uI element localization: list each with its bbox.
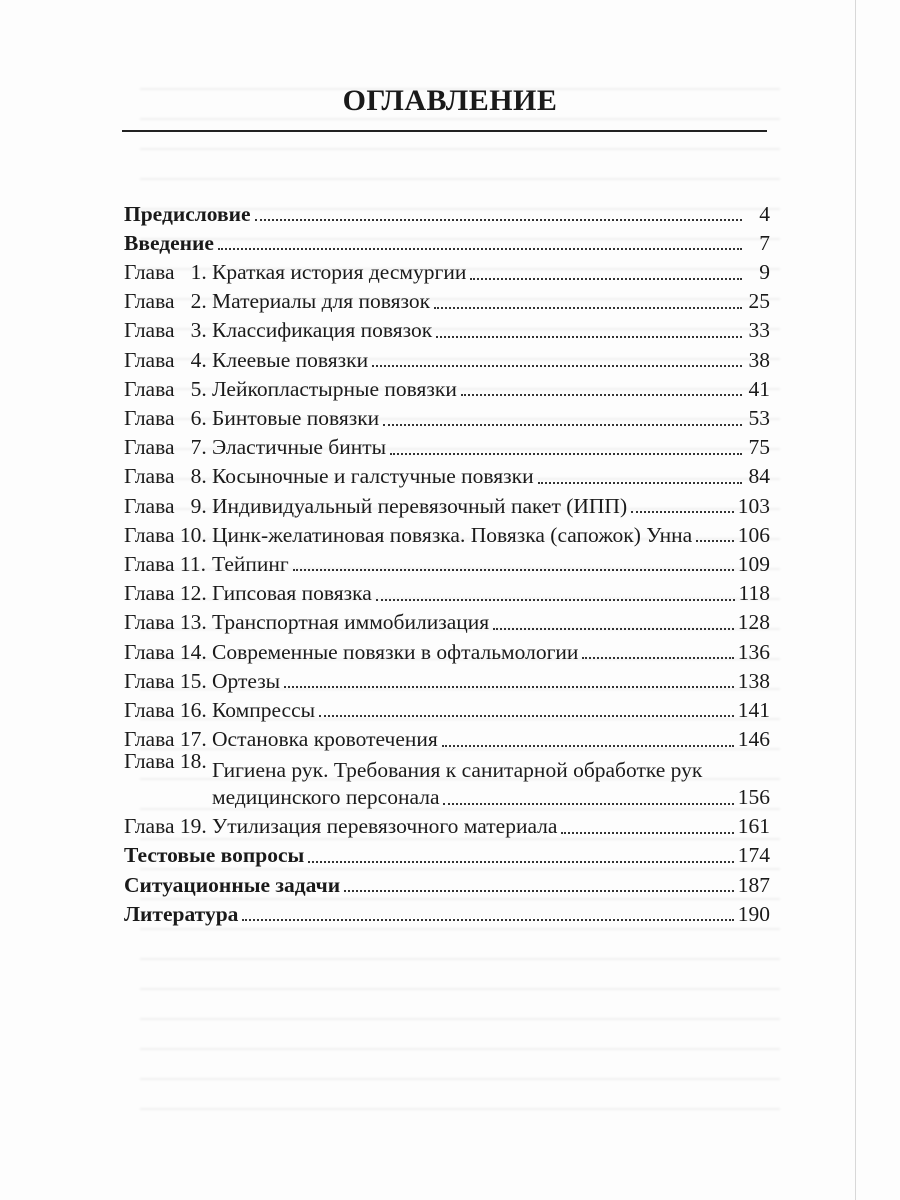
- toc-entry: [124, 430, 770, 459]
- toc-entry-title: Классификация повязок: [212, 318, 433, 343]
- toc-entry-title: Литература: [124, 901, 239, 926]
- dot-leader: [561, 831, 733, 834]
- dot-leader: [293, 568, 734, 571]
- dot-leader: [538, 481, 742, 484]
- toc-entry: [124, 517, 770, 546]
- toc-entry-chapter-label: Глава 12.: [124, 581, 207, 606]
- toc-entry-title-line2: медицинского персонала: [212, 785, 440, 810]
- dot-leader: [242, 918, 733, 921]
- toc-entry: [124, 546, 770, 575]
- dot-leader: [255, 218, 742, 221]
- dot-leader: [372, 364, 742, 367]
- toc-entry: [124, 196, 770, 225]
- toc-entry-chapter-label: Глава 9.: [124, 493, 207, 518]
- toc-entry-page-number: 53: [748, 406, 770, 430]
- dot-leader: [582, 656, 733, 659]
- toc-entry-page-number: 138: [737, 668, 770, 693]
- toc-entry: [124, 748, 770, 810]
- toc-entry-page-number: 7: [759, 230, 770, 255]
- title-underline-divider: [122, 130, 767, 132]
- toc-entry: [124, 634, 770, 663]
- toc-entry-page-number: 4: [759, 201, 770, 226]
- toc-entry-title: Индивидуальный перевязочный пакет (ИПП): [212, 493, 628, 518]
- toc-entry-title: Утилизация перевязочного материала: [212, 814, 558, 839]
- toc-entry-title: Материалы для повязок: [212, 289, 431, 314]
- toc-entry-title: Цинк-желатиновая повязка. Повязка (сапожок) Унна: [212, 522, 693, 547]
- toc-entry-title: Ситуационные задачи: [124, 872, 341, 897]
- toc-entry-title: Введение: [124, 230, 214, 255]
- toc-entry: [124, 459, 770, 488]
- dot-leader: [383, 423, 742, 426]
- toc-entry-page-number: 33: [748, 318, 770, 343]
- toc-entry-page-number: 75: [748, 435, 770, 460]
- dot-leader: [442, 744, 734, 747]
- toc-entry-page-number: 190: [737, 901, 770, 926]
- toc-entry-page-number: 128: [737, 610, 770, 635]
- toc-entry-chapter-label: Глава 19.: [124, 814, 207, 839]
- toc-entry-page-number: 187: [737, 872, 770, 897]
- toc-entry-chapter-label: Глава 1.: [124, 260, 207, 285]
- toc-entry: [124, 605, 770, 634]
- dot-leader: [470, 277, 742, 280]
- toc-entry-page-number: 84: [748, 464, 770, 489]
- dot-leader: [443, 802, 733, 805]
- toc-entry: [124, 313, 770, 342]
- toc-entry-chapter-label: Глава 16.: [124, 697, 207, 722]
- toc-entry-chapter-label: Глава 3.: [124, 318, 207, 343]
- toc-entry-title: Компрессы: [212, 697, 316, 722]
- dot-leader: [376, 598, 735, 601]
- toc-entry: [124, 284, 770, 313]
- toc-entry-chapter-label: Глава 8.: [124, 464, 207, 489]
- toc-entry: [124, 896, 770, 925]
- toc-entry-title-line1: Гигиена рук. Требования к санитарной обработке рук: [212, 757, 703, 782]
- dot-leader: [344, 889, 734, 892]
- toc-entry-page-number: 106: [737, 522, 770, 547]
- toc-entry-page-number: 136: [737, 639, 770, 664]
- dot-leader: [284, 685, 734, 688]
- toc-entry-title: Предисловие: [124, 201, 251, 226]
- toc-entry-page-number: 103: [737, 493, 770, 518]
- toc-entry-chapter-label: Глава 17.: [124, 727, 207, 752]
- toc-entry-chapter-label: Глава 10.: [124, 522, 207, 547]
- toc-entry: [124, 342, 770, 371]
- dot-leader: [436, 335, 742, 338]
- toc-entry: [124, 692, 770, 721]
- toc-entry-page-number: 41: [748, 376, 770, 401]
- toc-entry-title: Тейпинг: [212, 551, 289, 576]
- toc-entry-title: Ортезы: [212, 668, 281, 693]
- toc-entry-page-number: 141: [737, 697, 770, 722]
- toc-entry-title: Краткая история десмургии: [212, 260, 467, 285]
- table-of-contents: [124, 196, 770, 925]
- dot-leader: [434, 306, 742, 309]
- dot-leader: [631, 510, 734, 513]
- dot-leader: [390, 452, 742, 455]
- toc-entry-title: Тестовые вопросы: [124, 843, 305, 868]
- toc-entry: [124, 371, 770, 400]
- toc-entry-title: Гипсовая повязка: [212, 581, 372, 606]
- dot-leader: [218, 247, 742, 250]
- toc-entry-title: Остановка кровотечения: [212, 727, 438, 752]
- toc-entry-chapter-label: Глава 14.: [124, 639, 207, 664]
- toc-entry: [124, 488, 770, 517]
- toc-entry-title: Транспортная иммобилизация: [212, 610, 490, 635]
- toc-entry: [124, 254, 770, 283]
- page-edge-line: [855, 0, 856, 1200]
- toc-entry-title: Эластичные бинты: [212, 435, 387, 460]
- toc-entry-chapter-label: Глава 5.: [124, 376, 207, 401]
- toc-entry: [124, 225, 770, 254]
- toc-entry-chapter-label: Глава 7.: [124, 435, 207, 460]
- toc-entry-page-number: 174: [737, 843, 770, 868]
- toc-entry-title: Клеевые повязки: [212, 347, 369, 372]
- toc-entry: [124, 809, 770, 838]
- toc-entry: [124, 838, 770, 867]
- toc-entry-page-number: 109: [737, 551, 770, 576]
- dot-leader: [493, 627, 734, 630]
- toc-entry-page-number: 38: [748, 347, 770, 372]
- toc-entry: [124, 721, 770, 750]
- toc-entry-title: Бинтовые повязки: [212, 406, 380, 430]
- toc-entry-page-number: 25: [748, 289, 770, 314]
- toc-entry-title: Лейкопластырные повязки: [212, 376, 457, 401]
- toc-entry: [124, 663, 770, 692]
- toc-entry-page-number: 9: [759, 260, 770, 285]
- toc-entry-page-number: 146: [737, 727, 770, 752]
- toc-entry: [124, 867, 770, 896]
- toc-entry-page-number: 161: [737, 814, 770, 839]
- toc-entry: [124, 400, 770, 429]
- toc-entry-page-number: 118: [738, 581, 770, 606]
- dot-leader: [308, 860, 733, 863]
- toc-entry-chapter-label: Глава 2.: [124, 289, 207, 314]
- toc-entry: [124, 575, 770, 604]
- toc-entry-chapter-label: Глава 15.: [124, 668, 207, 693]
- toc-entry-title: Косыночные и галстучные повязки: [212, 464, 534, 489]
- toc-entry-title: Современные повязки в офтальмологии: [212, 639, 579, 664]
- dot-leader: [461, 393, 742, 396]
- toc-entry-chapter-label: Глава 6.: [124, 406, 207, 430]
- dot-leader: [696, 539, 734, 542]
- page-title: ОГЛАВЛЕНИЕ: [342, 84, 558, 117]
- toc-entry-chapter-label: Глава 13.: [124, 610, 207, 635]
- toc-entry-chapter-label: Глава 4.: [124, 347, 207, 372]
- toc-entry-page-number: 156: [737, 785, 770, 810]
- dot-leader: [319, 714, 734, 717]
- toc-entry-chapter-label: Глава 11.: [124, 551, 206, 576]
- toc-entry-chapter-label: Глава 18.: [124, 748, 207, 773]
